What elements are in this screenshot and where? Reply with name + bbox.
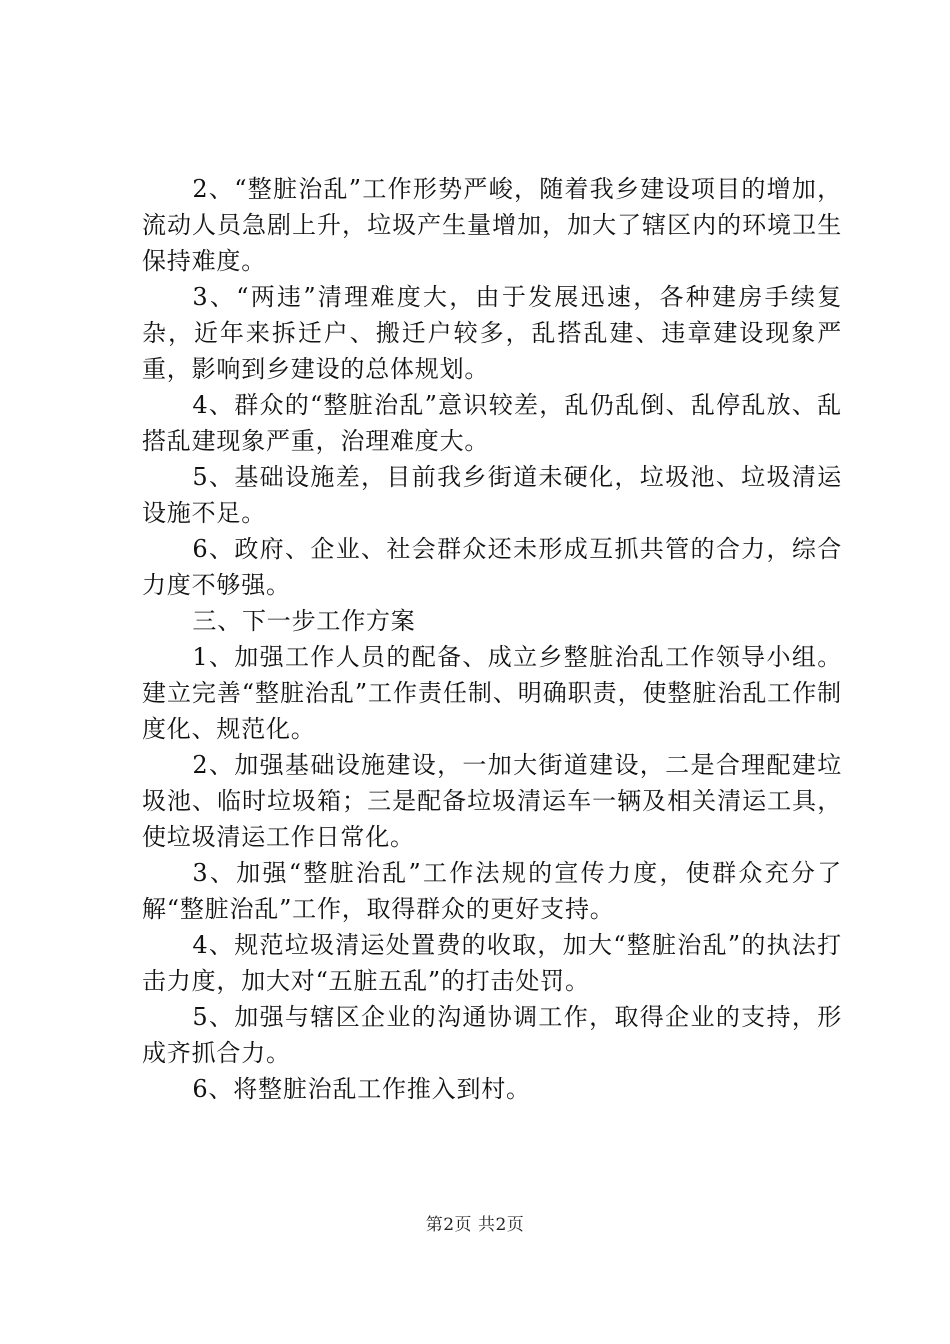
page-number-footer: 第2页 共2页 xyxy=(425,1215,525,1235)
section-heading-next-steps: 三、下一步工作方案 xyxy=(192,607,416,635)
document-body xyxy=(142,171,842,1107)
paragraph-plan-1: 1、加强工作人员的配备、成立乡整脏治乱工作领导小组。建立完善“整脏治乱”工作责任制、明确职责，使整脏治乱工作制度化、规范化。 xyxy=(142,643,842,743)
paragraph-plan-4: 4、规范垃圾清运处置费的收取，加大“整脏治乱”的执法打击力度，加大对“五脏五乱”的打击处罚。 xyxy=(142,931,842,995)
paragraph-issue-6: 6、政府、企业、社会群众还未形成互抓共管的合力，综合力度不够强。 xyxy=(142,535,842,599)
paragraph-issue-2: 2、“整脏治乱”工作形势严峻，随着我乡建设项目的增加，流动人员急剧上升，垃圾产生量增加，加大了辖区内的环境卫生保持难度。 xyxy=(142,175,842,275)
paragraph-plan-3: 3、加强“整脏治乱”工作法规的宣传力度，使群众充分了解“整脏治乱”工作，取得群众的更好支持。 xyxy=(142,859,842,923)
paragraph-issue-4: 4、群众的“整脏治乱”意识较差，乱仍乱倒、乱停乱放、乱搭乱建现象严重，治理难度大。 xyxy=(142,391,842,455)
paragraph-plan-6: 6、将整脏治乱工作推入到村。 xyxy=(192,1075,531,1103)
paragraph-issue-3: 3、“两违”清理难度大，由于发展迅速，各种建房手续复杂，近年来拆迁户、搬迁户较多，乱搭乱建、违章建设现象严重，影响到乡建设的总体规划。 xyxy=(142,283,842,383)
paragraph-plan-2: 2、加强基础设施建设，一加大街道建设，二是合理配建垃圾池、临时垃圾箱；三是配备垃圾清运车一辆及相关清运工具，使垃圾清运工作日常化。 xyxy=(142,751,842,851)
paragraph-issue-5: 5、基础设施差，目前我乡街道未硬化，垃圾池、垃圾清运设施不足。 xyxy=(142,463,842,527)
paragraph-plan-5: 5、加强与辖区企业的沟通协调工作，取得企业的支持，形成齐抓合力。 xyxy=(142,1003,842,1067)
